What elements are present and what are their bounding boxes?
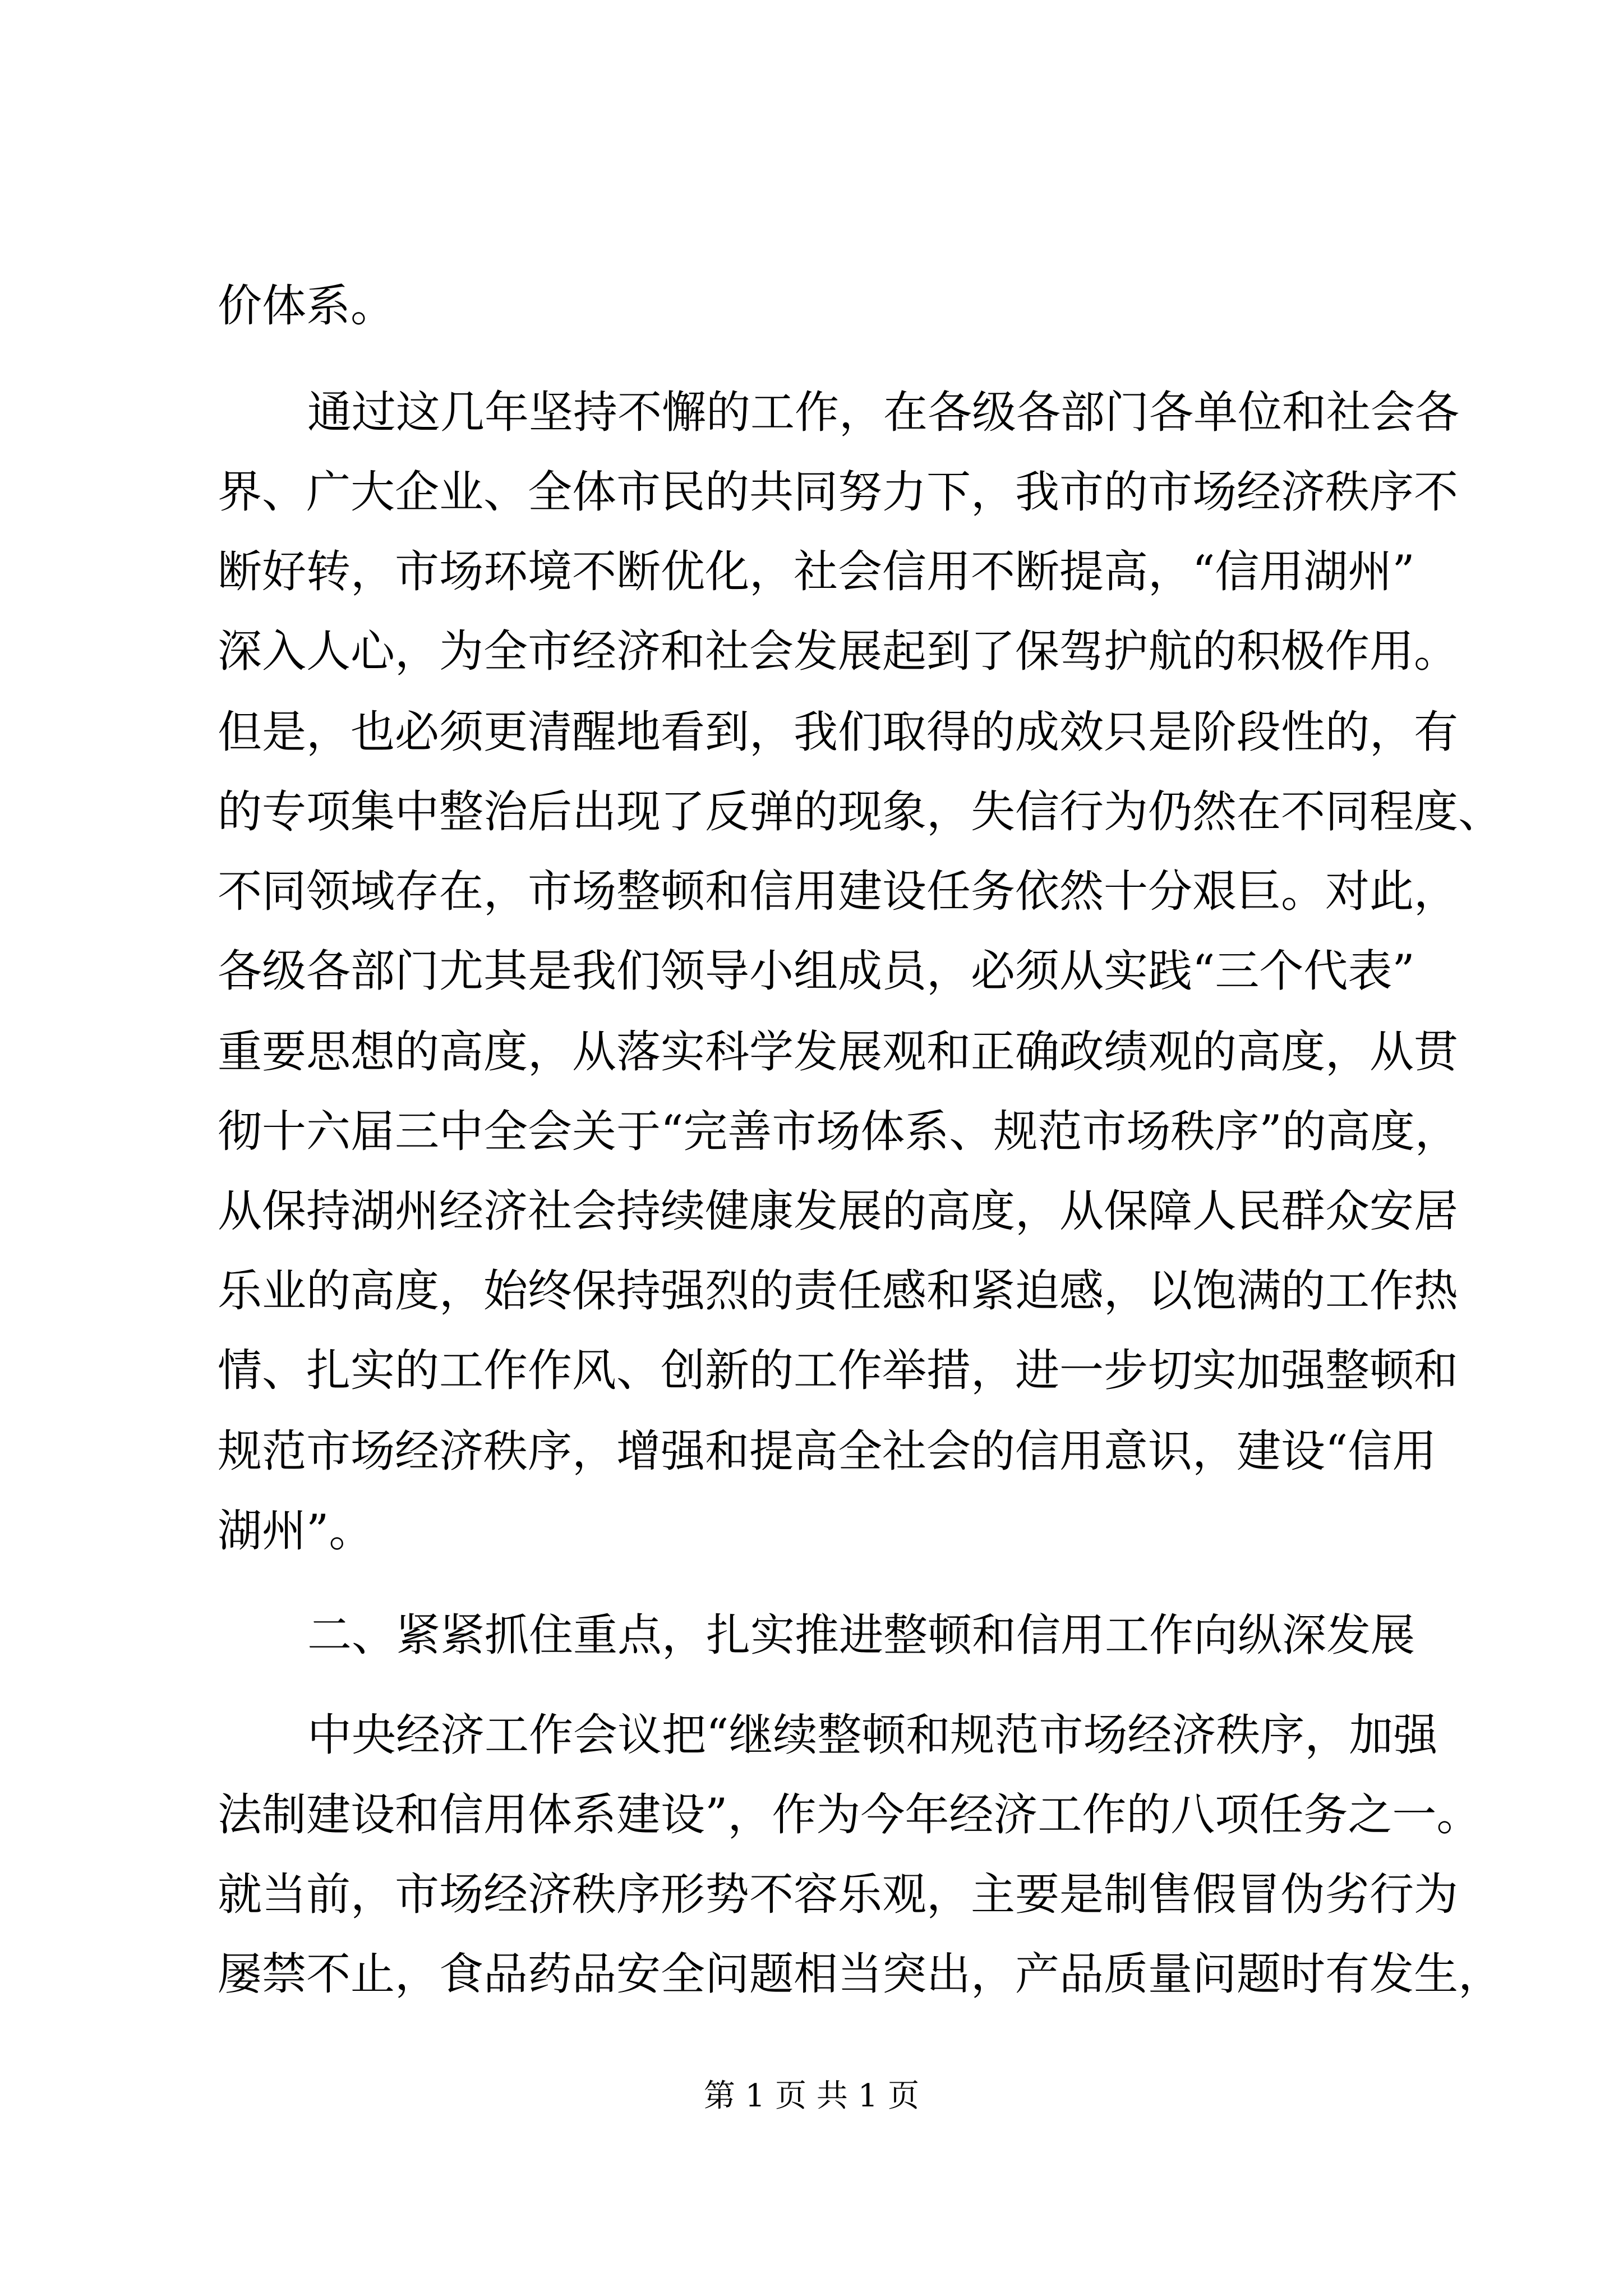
text-line: 法制建设和信用体系建设”，作为今年经济工作的八项任务之一。 — [218, 1789, 1481, 1841]
paragraph-first-line: 中央经济工作会议把“继续整顿和规范市场经济秩序，加强 — [307, 1709, 1438, 1761]
text-line: 各级各部门尤其是我们领导小组成员，必须从实践“三个代表” — [218, 945, 1415, 997]
text-line: 从保持湖州经济社会持续健康发展的高度，从保障人民群众安居 — [218, 1185, 1458, 1237]
paragraph-first-line: 通过这几年坚持不懈的工作，在各级各部门各单位和社会各 — [307, 386, 1459, 438]
text-line: 深入人心，为全市经济和社会发展起到了保驾护航的积极作用。 — [218, 625, 1458, 677]
text-line: 规范市场经济秩序，增强和提高全社会的信用意识，建设“信用 — [218, 1425, 1437, 1477]
text-line: 但是，也必须更清醒地看到，我们取得的成效只是阶段性的，有 — [218, 706, 1458, 758]
text-line: 情、扎实的工作作风、创新的工作举措，进一步切实加强整顿和 — [218, 1345, 1458, 1396]
text-line: 断好转，市场环境不断优化，社会信用不断提高，“信用湖州” — [218, 546, 1415, 597]
text-line: 价体系。 — [218, 280, 395, 332]
text-line: 就当前，市场经济秩序形势不容乐观，主要是制售假冒伪劣行为 — [218, 1869, 1458, 1920]
text-line: 界、广大企业、全体市民的共同努力下，我市的市场经济秩序不 — [218, 466, 1458, 518]
text-line: 乐业的高度，始终保持强烈的责任感和紧迫感，以饱满的工作热 — [218, 1265, 1458, 1317]
text-line: 屡禁不止，食品药品安全问题相当突出，产品质量问题时有发生， — [218, 1948, 1502, 2000]
text-line: 的专项集中整治后出现了反弹的现象，失信行为仍然在不同程度、 — [218, 786, 1502, 838]
page-number-footer: 第 1 页 共 1 页 — [703, 2078, 920, 2114]
text-line: 湖州”。 — [218, 1505, 374, 1557]
section-heading: 二、紧紧抓住重点，扎实推进整顿和信用工作向纵深发展 — [307, 1609, 1415, 1661]
text-line: 不同领域存在，市场整顿和信用建设任务依然十分艰巨。对此， — [218, 866, 1458, 917]
text-line: 彻十六届三中全会关于“完善市场体系、规范市场秩序”的高度， — [218, 1106, 1459, 1157]
text-line: 重要思想的高度，从落实科学发展观和正确政绩观的高度，从贯 — [218, 1026, 1458, 1078]
